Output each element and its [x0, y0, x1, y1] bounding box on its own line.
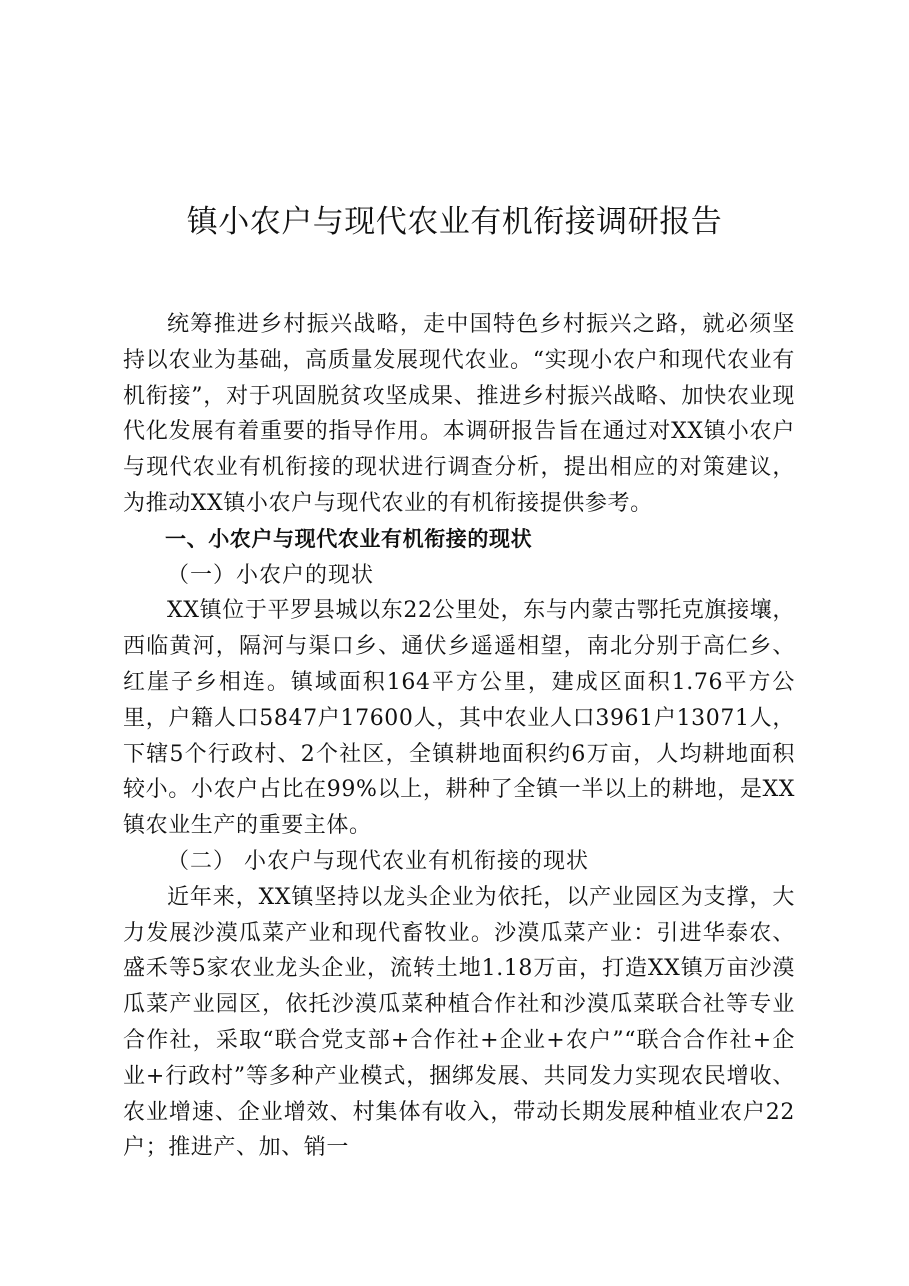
subsection-heading-2: （二） 小农户与现代农业有机衔接的现状	[167, 848, 589, 874]
subsection-2-paragraph: 近年来，XX镇坚持以龙头企业为依托，以产业园区为支撑，大力发展沙漠瓜菜产业和现代畜牧业。沙漠瓜菜产业：引进华泰农、盛禾等5家农业龙头企业，流转土地1.18万亩，打造XX镇万亩沙漠瓜菜产业园区，依托沙漠瓜菜种植合作社和沙漠瓜菜联合社等专业合作社，采取“联合党支部+合作社+企业+农户”“联合合作社+企业+行政村”等多种产业模式，捆绑发展、共同发力实现农民增收、农业增速、企业增效、村集体有收入，带动长期发展种植业农户22户；推进产、加、销一	[123, 884, 795, 1161]
section-heading-1: 一、小农户与现代农业有机衔接的现状	[165, 526, 533, 551]
subsection-1-paragraph: XX镇位于平罗县城以东22公里处，东与内蒙古鄂托克旗接壤，西临黄河，隔河与渠口乡、通伏乡遥遥相望，南北分别于高仁乡、红崖子乡相连。镇域面积164平方公里，建成区面积1.76平方公里，户籍人口5847户17600人，其中农业人口3961户13071人，下辖5个行政村、2个社区，全镇耕地面积约6万亩，人均耕地面积较小。小农户占比在99%以上，耕种了全镇一半以上的耕地，是XX镇农业生产的重要主体。	[123, 598, 795, 839]
intro-paragraph: 统筹推进乡村振兴战略，走中国特色乡村振兴之路，就必须坚持以农业为基础，高质量发展现代农业。“实现小农户和现代农业有机衔接”，对于巩固脱贫攻坚成果、推进乡村振兴战略、加快农业现代化发展有着重要的指导作用。本调研报告旨在通过对XX镇小农户与现代农业有机衔接的现状进行调查分析，提出相应的对策建议，为推动XX镇小农户与现代农业的有机衔接提供参考。	[123, 312, 795, 516]
document-body	[123, 307, 795, 1166]
subsection-heading-1: （一）小农户的现状	[167, 562, 375, 588]
document-title: 镇小农户与现代农业有机衔接调研报告	[186, 204, 723, 240]
